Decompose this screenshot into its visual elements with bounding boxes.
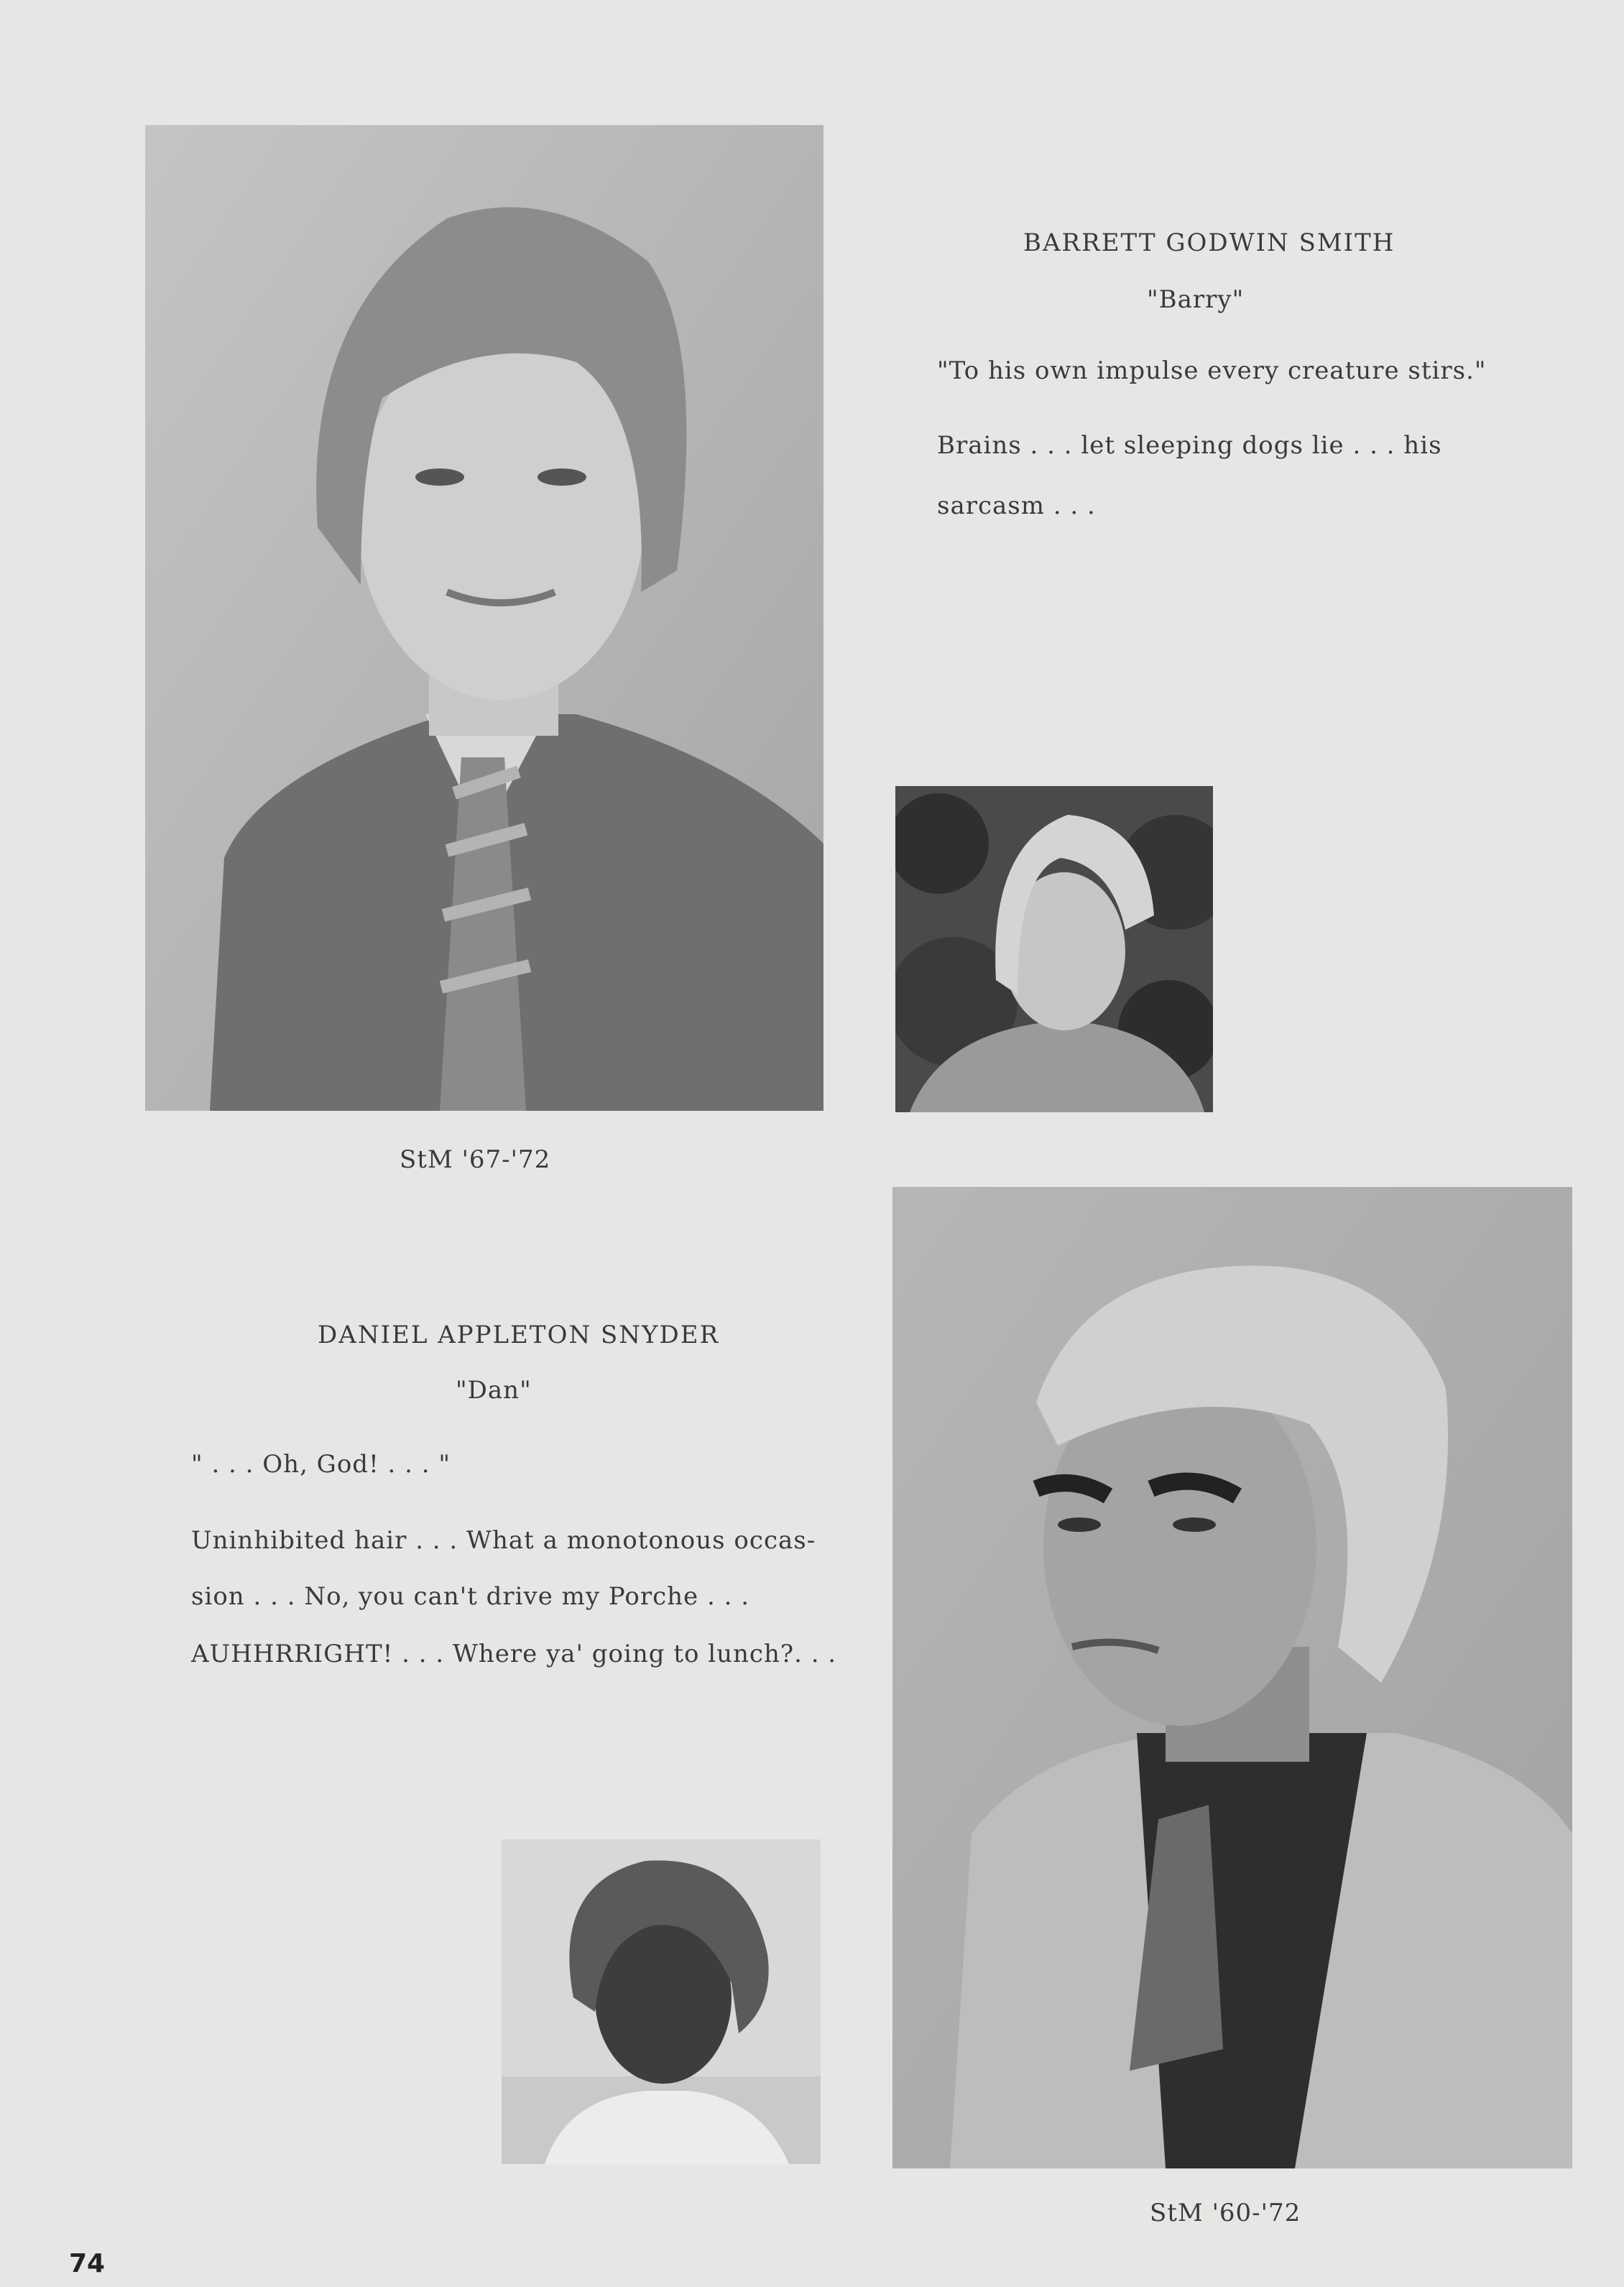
portrait-barrett-smith (145, 125, 823, 1111)
student2-description-line2: sion . . . No, you can't drive my Porche . . . (191, 1582, 749, 1611)
candid-photo-barrett-smith (895, 786, 1213, 1112)
portrait-daniel-snyder (892, 1187, 1572, 2168)
student1-years: StM '67-'72 (400, 1145, 551, 1174)
student1-nickname: "Barry" (1147, 285, 1245, 314)
student2-description-line1: Uninhibited hair . . . What a monotonous occas- (191, 1526, 816, 1555)
student2-description-line3: AUHHRRIGHT! . . . Where ya' going to lunch?. . . (191, 1640, 837, 1668)
student2-quote: " . . . Oh, God! . . . " (191, 1450, 451, 1479)
student1-description-line1: Brains . . . let sleeping dogs lie . . . his (937, 431, 1442, 460)
student1-quote: "To his own impulse every creature stirs." (937, 356, 1487, 385)
student1-description-line2: sarcasm . . . (937, 491, 1096, 520)
page-number: 74 (69, 2249, 106, 2278)
student2-nickname: "Dan" (456, 1376, 532, 1405)
student1-name: BARRETT GODWIN SMITH (1023, 228, 1395, 257)
student2-name: DANIEL APPLETON SNYDER (318, 1321, 720, 1349)
candid-photo-daniel-snyder (502, 1839, 821, 2164)
student2-years: StM '60-'72 (1150, 2199, 1301, 2227)
